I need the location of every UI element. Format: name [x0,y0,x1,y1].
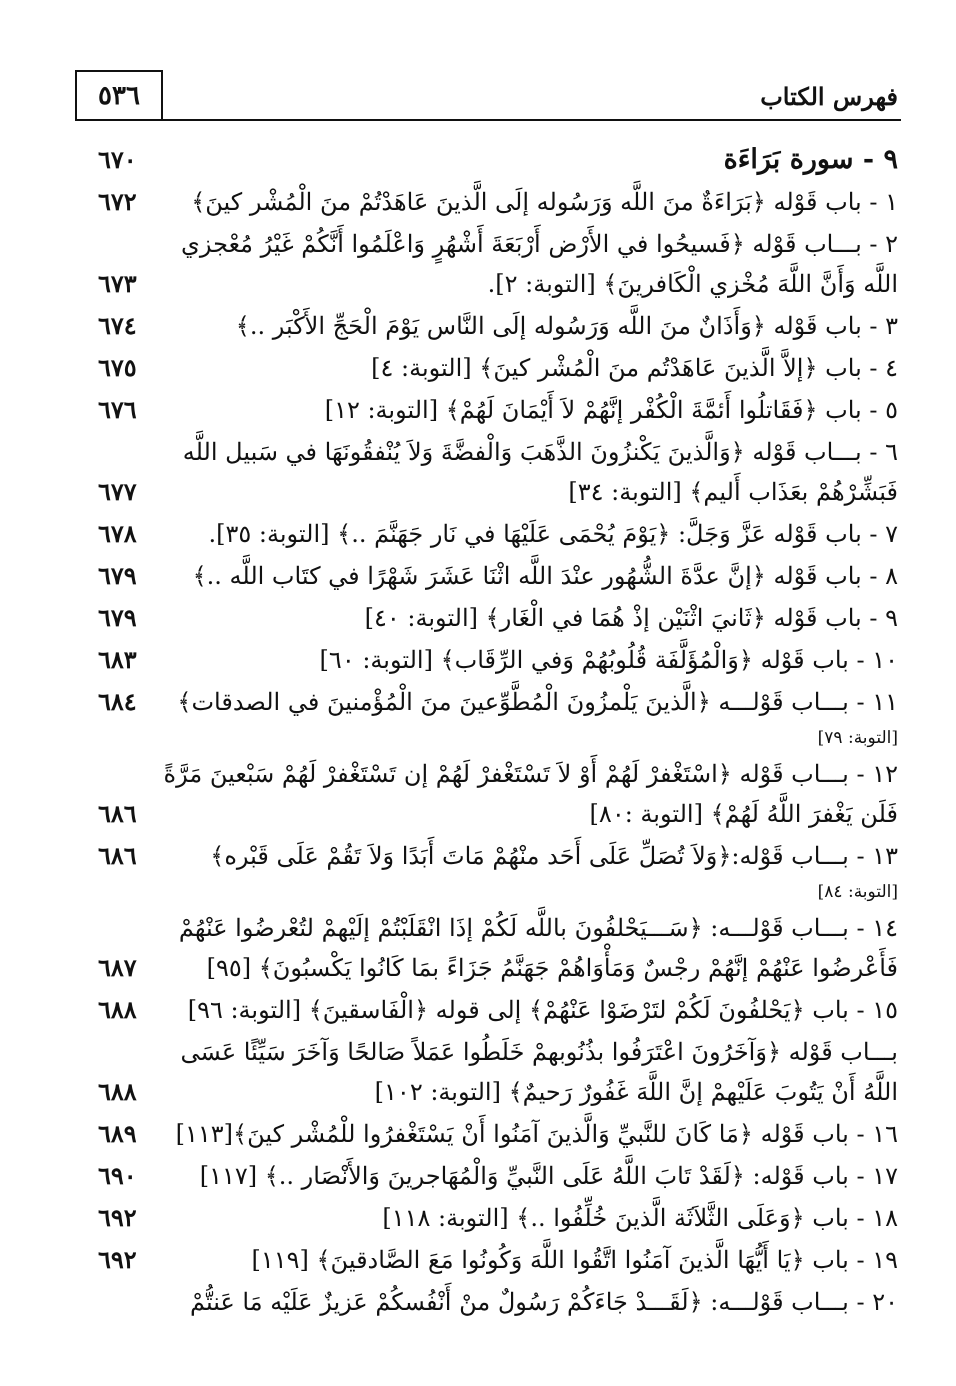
entry-page-number: ٦٨٦ [98,841,137,870]
entry-page-number: ٦٨٧ [98,953,137,982]
page-number: ٥٣٦ [75,70,163,120]
entry-text-line: ١٥ - باب ﴿يَحْلفُونَ لَكُمْ لتَرْضَوْا عَنْهُمْ﴾ إلى قوله ﴿الْفَاسقينَ﴾ [التوبة: ٩٦] [187,996,898,1024]
entry-page-number: ٦٨٤ [98,687,137,716]
index-entry [0,1156,956,1196]
index-entry [0,754,956,834]
entry-text-line: ١٨ - باب ﴿وَعَلَى الثَّلاَثَة الَّذينَ خُلِّفُوا ..﴾ [التوبة: ١١٨] [382,1204,898,1232]
entry-text-line: ٥ - باب ﴿فَقَاتلُوا أَئمَّةَ الْكُفْر إنَّهُمْ لاَ أَيْمَانَ لَهُمْ﴾ [التوبة: ١٢] [324,396,898,424]
entry-page-number: ٦٧٧ [98,477,137,506]
entry-text-line: ١ - باب قَوْله ﴿بَرَاءَةٌ منَ اللَّه وَرَسُوله إلَى الَّذينَ عَاهَدْتُمْ منَ الْمُشْر كينَ﴾ [191,188,898,216]
index-entry [0,432,956,512]
index-entry [0,836,956,876]
entry-text-line: ٤ - باب ﴿إلاَّ الَّذينَ عَاهَدْتُم منَ الْمُشْر كينَ﴾ [التوبة: ٤] [371,354,898,382]
entry-page-number: ٦٩٢ [98,1245,137,1274]
index-entry [0,1032,956,1112]
entry-text-line: ٢ - بـــاب قَوْله ﴿فَسيحُوا في الأَرْض أَرْبَعَةَ أَشْهُرٍ وَاعْلَمُوا أَنَّكُمْ غَيْرُ مُعْجزي [181,230,898,258]
entry-text-line: ٦ - بـــاب قَوْله ﴿وَالَّذينَ يَكْنزُونَ الذَّهَبَ وَالْفضَّةَ وَلاَ يُنْفقُونَهَا في سَبيل اللَّه [182,438,898,466]
entry-page-number: ٦٧٠ [98,145,137,174]
header-rule [75,119,901,121]
entry-text-line: ١٧ - باب قَوْله: ﴿لَقَدْ تَابَ اللَّهُ عَلَى النَّبيِّ وَالْمُهَاجرينَ وَالأَنْصَار ..﴾ [١١٧] [199,1162,898,1190]
entry-page-number: ٦٧٩ [98,561,137,590]
entry-text-line: [التوبة: ٨٤] [817,882,898,902]
entry-page-number: ٦٧٢ [98,187,137,216]
entry-page-number: ٦٧٨ [98,519,137,548]
entry-page-number: ٦٨٦ [98,799,137,828]
index-entry [0,556,956,596]
entry-text-line: فَأَعْرضُوا عَنْهُمْ إنَّهُمْ رجْسٌ وَمَأْوَاهُمْ جَهَنَّمُ جَزَاءً بمَا كَانُوا يَكْسبُونَ﴾ [٩٥] [206,954,898,982]
entry-text-line: ٨ - باب قَوْله ﴿إنَّ عدَّةَ الشُّهُور عنْدَ اللَّه اثْنَا عَشَرَ شَهْرًا في كتَاب اللَّه ..﴾ [192,562,898,590]
index-entry [0,598,956,638]
index-entry [0,1282,956,1322]
index-entry [0,990,956,1030]
entry-page-number: ٦٩٠ [98,1161,137,1190]
entry-text-line: ١٠ - باب قَوْله ﴿وَالْمُؤَلَّفَة قُلُوبُهُمْ وَفي الرِّقَاب﴾ [التوبة: ٦٠] [319,646,898,674]
entry-text-line: ١١ - بـــاب قَوْلـــه ﴿الَّذينَ يَلْمزُونَ الْمُطَّوِّعينَ منَ الْمُؤْمنينَ في الصدقات﴾ [177,688,898,716]
entry-page-number: ٦٨٨ [98,995,137,1024]
entry-text-line: [التوبة: ٧٩] [817,728,898,748]
entry-text-line: ١٦ - باب قَوْله ﴿مَا كَانَ للنَّبيِّ وَالَّذينَ آمَنُوا أَنْ يَسْتَغْفرُوا للْمُشْر كينَ﴾[١١٣] [175,1120,898,1148]
section-heading: ٩ - سورة بَرَاءَة [723,144,898,175]
index-entry [0,1198,956,1238]
index-entry [0,682,956,722]
entry-page-number: ٦٧٩ [98,603,137,632]
index-entry [0,514,956,554]
entry-text-line: اللَّه وَأَنَّ اللَّهَ مُخْزي الْكَافرينَ﴾ [التوبة: ٢]. [487,270,898,298]
entry-text-line: ٢٠ - بـــاب قَوْلـــه: ﴿لَقَـــدْ جَاءَكُمْ رَسُولٌ منْ أَنْفُسكُمْ عَزيزٌ عَلَيْه مَا عَنتُّمْ [190,1288,898,1316]
index-entry [0,182,956,222]
entry-text-line: بـــاب قَوْله ﴿وَآخَرُونَ اعْتَرَفُوا بذُنُوبهمْ خَلَطُوا عَمَلاً صَالحًا وَآخَرَ سَيِّئًا عَسَى [180,1038,898,1066]
index-entry [0,878,956,906]
entry-text-line: اللَّهُ أَنْ يَتُوبَ عَلَيْهمْ إنَّ اللَّهَ غَفُورٌ رَحيمٌ﴾ [التوبة: ١٠٢] [374,1078,898,1106]
index-entry [0,724,956,752]
index-entry [0,306,956,346]
entry-text-line: ٧ - باب قَوْله عَزَّ وَجَلَّ: ﴿يَوْمَ يُحْمَى عَلَيْهَا في نَار جَهَنَّمَ ..﴾ [التوبة: ٣٥]. [208,520,898,548]
entry-text-line: فَبَشِّرْهُمْ بعَذَاب أَليم﴾ [التوبة: ٣٤] [568,478,898,506]
entry-text-line: ١٢ - بـــاب قَوْله ﴿اسْتَغْفرْ لَهُمْ أَوْ لاَ تَسْتَغْفرْ لَهُمْ إن تَسْتَغْفرْ لَهُمْ سَبْعينَ مَرَّةً [163,760,898,788]
running-head: فهرس الكتاب [760,82,898,111]
entry-page-number: ٦٨٨ [98,1077,137,1106]
index-entry [0,640,956,680]
index-entry [0,348,956,388]
entry-text-line: ١٣ - بـــاب قَوْله:﴿وَلاَ تُصَلِّ عَلَى أَحَد منْهُمْ مَاتَ أَبَدًا وَلاَ تَقُمْ عَلَى قَبْره﴾ [210,842,898,870]
entry-text-line: ٣ - باب قَوْله ﴿وَأَذَانٌ منَ اللَّه وَرَسُوله إلَى النَّاس يَوْمَ الْحَجِّ الأَكْبَر ..﴾ [235,312,898,340]
entry-text-line: فَلَن يَغْفرَ اللَّهُ لَهُمْ﴾ [التوبة :٨٠] [589,800,898,828]
entry-page-number: ٦٧٦ [98,395,137,424]
entry-text-line: ١٤ - بـــاب قَوْلـــه: ﴿سَـــيَحْلفُونَ باللَّه لَكُمْ إذَا انْقَلَبْتُمْ إلَيْهمْ لتُعْرضُوا عَنْهُمْ [178,914,898,942]
index-entry [0,1240,956,1280]
index-entry [0,224,956,304]
entry-page-number: ٦٨٣ [98,645,137,674]
index-entry [0,1114,956,1154]
entry-page-number: ٦٧٤ [98,311,137,340]
index-entry [0,140,956,180]
index-entry [0,390,956,430]
entry-page-number: ٦٩٢ [98,1203,137,1232]
index-entry [0,908,956,988]
entry-text-line: ١٩ - باب ﴿يَا أَيُّهَا الَّذينَ آمَنُوا اتَّقُوا اللَّهَ وَكُونُوا مَعَ الصَّادقينَ﴾ [١١٩] [251,1246,898,1274]
entry-page-number: ٦٧٣ [98,269,137,298]
entry-page-number: ٦٧٥ [98,353,137,382]
entry-page-number: ٦٨٩ [98,1119,137,1148]
entry-text-line: ٩ - باب قَوْله ﴿ثَانيَ اثْنَيْن إذْ هُمَا في الْغَار﴾ [التوبة: ٤٠] [364,604,898,632]
